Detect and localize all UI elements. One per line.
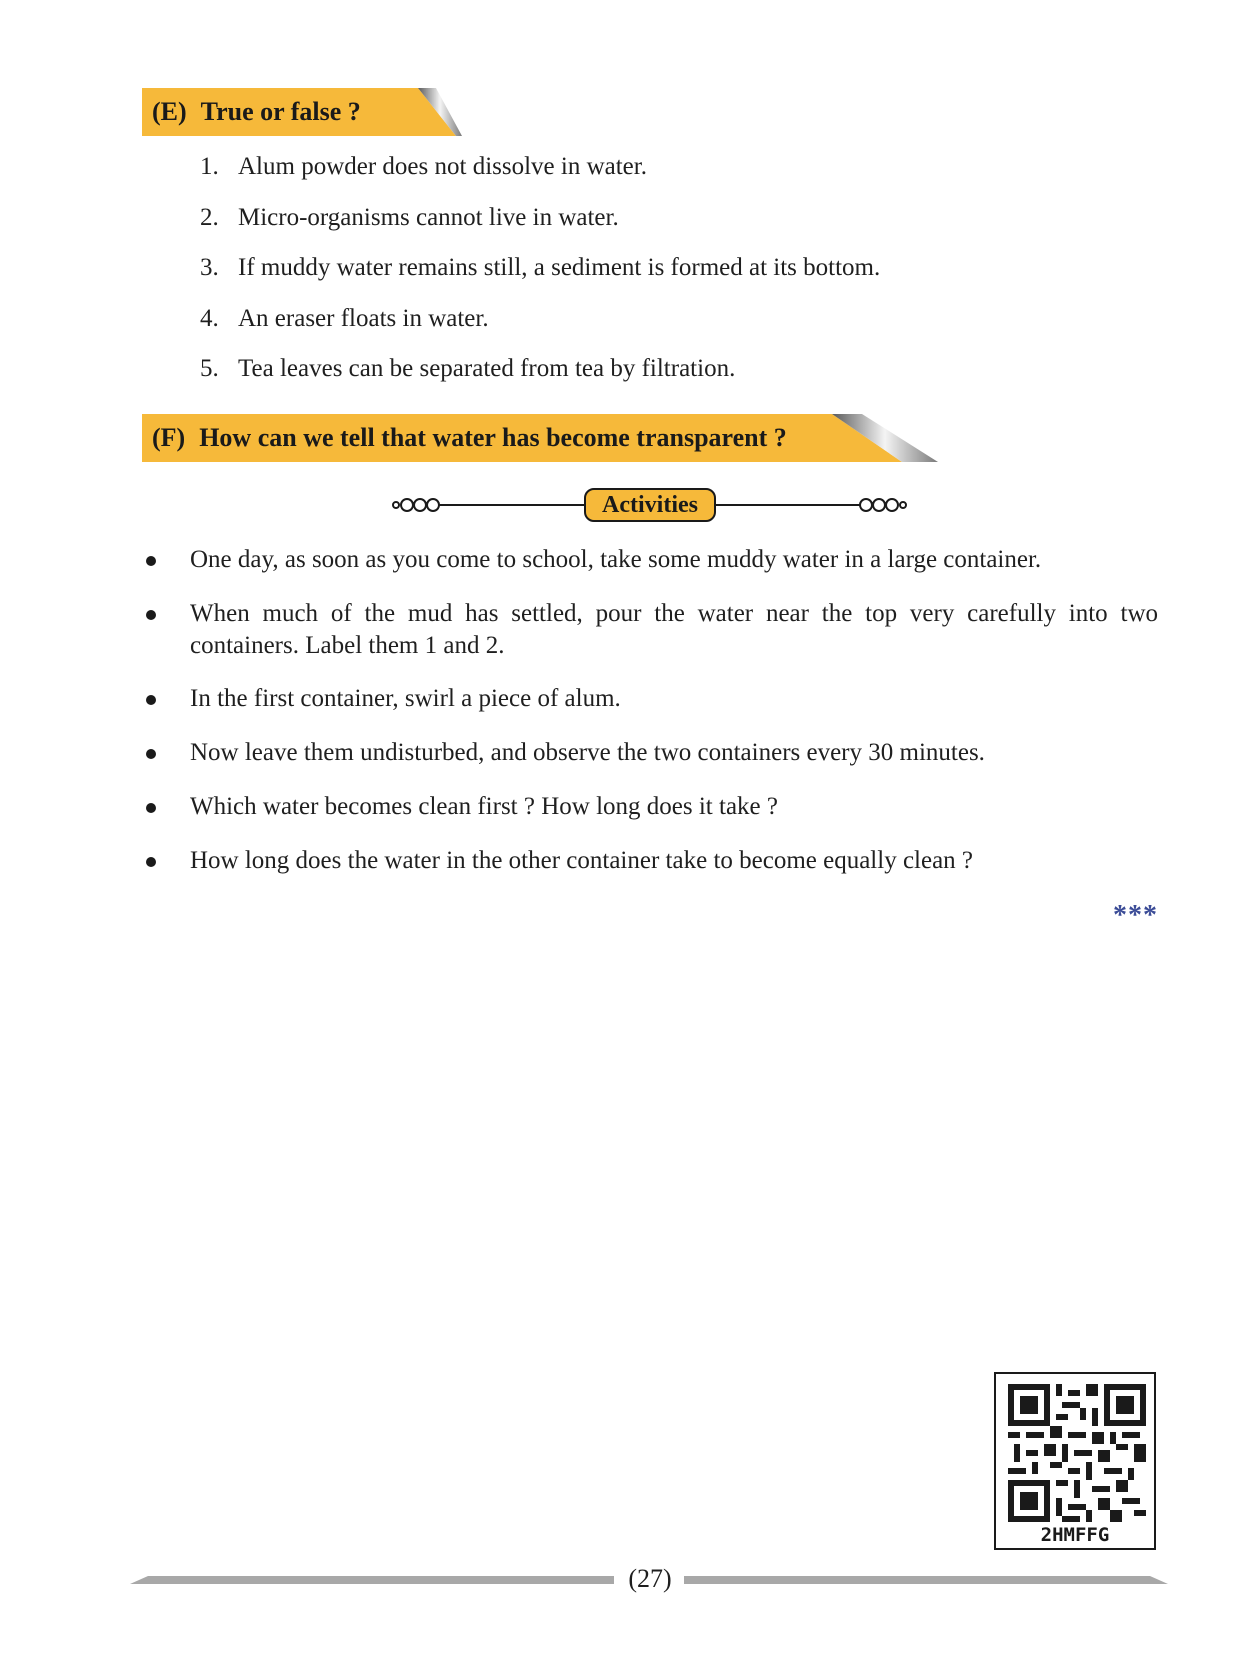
list-item — [142, 845, 1158, 877]
list-item — [142, 598, 1158, 662]
item-text: Alum powder does not dissolve in water. — [238, 153, 647, 180]
activities-list — [142, 544, 1158, 899]
item-number: 5. — [200, 355, 219, 382]
qr-code-icon — [1008, 1384, 1146, 1522]
section-f-tag: (F) — [152, 423, 186, 452]
item-number: 4. — [200, 304, 219, 332]
qr-code[interactable] — [994, 1372, 1156, 1550]
end-mark: *** — [1113, 900, 1158, 931]
section-f-banner — [142, 414, 938, 462]
list-item — [142, 791, 1158, 823]
item-text: Tea leaves can be separated from tea by filtration. — [238, 355, 736, 382]
item-text: If muddy water remains still, a sediment is formed at its bottom. — [238, 254, 881, 281]
item-text: Now leave them undisturbed, and observe the two containers every 30 minutes. — [190, 739, 985, 766]
section-e-title: True or false ? — [200, 97, 361, 126]
item-text: An eraser floats in water. — [238, 304, 489, 332]
footer-line-right — [684, 1576, 1168, 1584]
item-text: When much of the mud has settled, pour the water near the top very carefully into two containers. Label them 1 and 2. — [190, 600, 1158, 659]
footer-line-left — [130, 1576, 614, 1584]
list-item — [200, 302, 880, 353]
list-item — [200, 150, 880, 201]
bullet-icon — [146, 749, 156, 759]
item-text: In the first container, swirl a piece of alum. — [190, 685, 621, 712]
bullet-icon — [146, 556, 156, 566]
activities-header — [390, 488, 910, 522]
activities-label: Activities — [584, 488, 716, 522]
item-number: 1. — [200, 153, 219, 180]
item-text: Which water becomes clean first ? How long does it take ? — [190, 793, 778, 820]
list-item — [200, 251, 880, 302]
true-false-list — [200, 150, 880, 403]
section-e-banner — [142, 88, 462, 136]
list-item — [142, 737, 1158, 769]
item-text: How long does the water in the other container take to become equally clean ? — [190, 847, 974, 874]
item-text: One day, as soon as you come to school, take some muddy water in a large container. — [190, 546, 1042, 573]
list-item — [200, 201, 880, 252]
bullet-icon — [146, 857, 156, 867]
page-number: (27) — [628, 1564, 672, 1593]
section-e-heading — [152, 88, 361, 136]
bullet-icon — [146, 610, 156, 620]
section-e-tag: (E) — [152, 97, 187, 126]
bullet-icon — [146, 803, 156, 813]
qr-code-label: 2HMFFG — [1040, 1524, 1110, 1546]
list-item — [142, 683, 1158, 715]
item-number: 3. — [200, 254, 219, 281]
list-item — [200, 352, 880, 403]
item-text: Micro-organisms cannot live in water. — [238, 203, 619, 231]
section-f-title: How can we tell that water has become transparent ? — [199, 423, 787, 452]
list-item — [142, 544, 1158, 576]
item-number: 2. — [200, 203, 219, 231]
section-f-heading — [152, 414, 787, 462]
bullet-icon — [146, 695, 156, 705]
